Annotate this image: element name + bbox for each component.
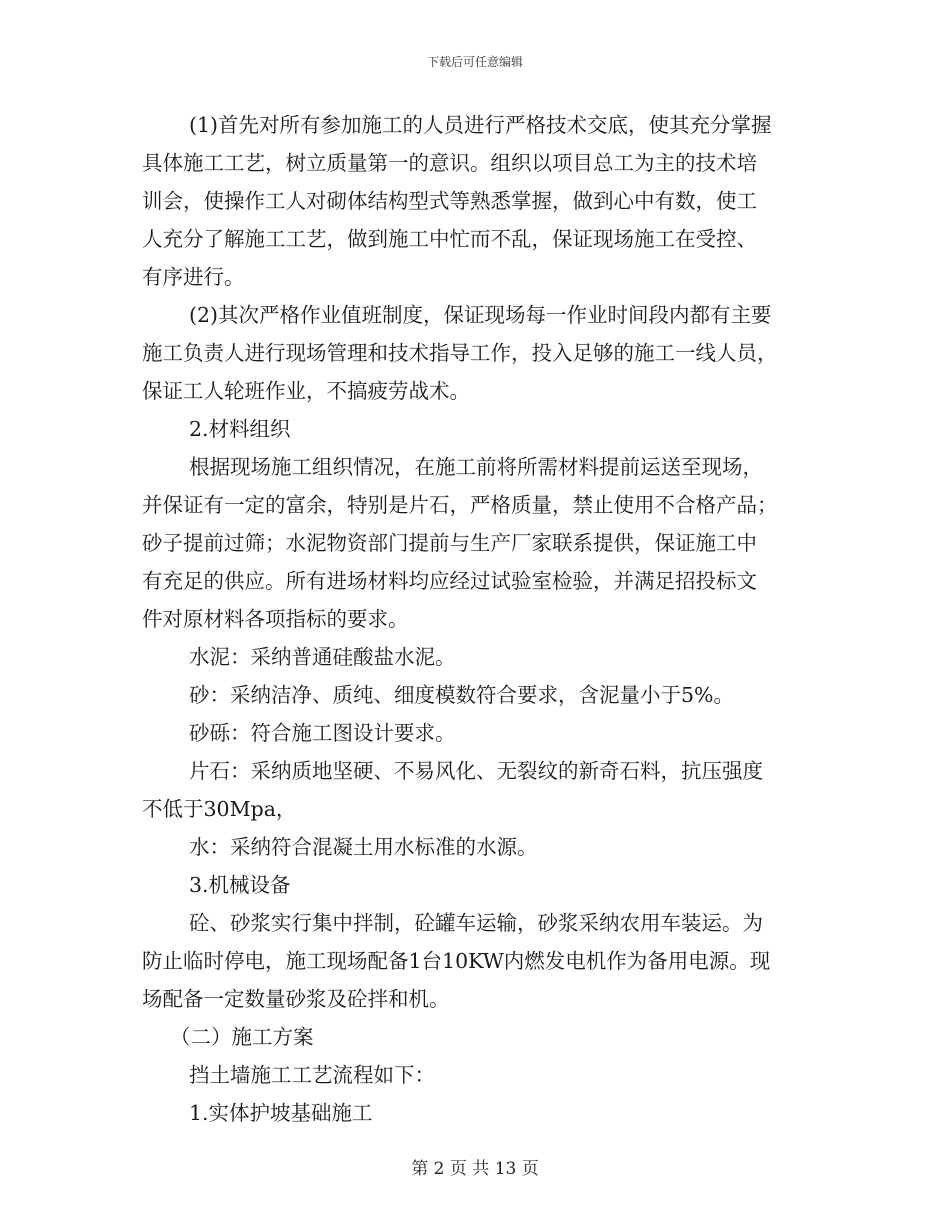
page-header: 下载后可任意编辑: [426, 55, 523, 69]
text-line: 2.材料组织: [189, 417, 291, 441]
text-line: 人充分了解施工工艺，做到施工中忙而不乱，保证现场施工在受控、: [142, 227, 757, 251]
text-line: (1)首先对所有参加施工的人员进行严格技术交底，使其充分掌握: [189, 113, 772, 137]
text-line: 并保证有一定的富余，特别是片石，严格质量，禁止使用不合格产品；: [142, 493, 778, 517]
text-line: 防止临时停电，施工现场配备1台10KW内燃发电机作为备用电源。现: [142, 949, 771, 973]
text-line: 保证工人轮班作业，不搞疲劳战术。: [142, 379, 470, 403]
text-line: 水：采纳符合混凝土用水标准的水源。: [189, 835, 538, 859]
document-body: [142, 106, 810, 1132]
text-line: 片石：采纳质地坚硬、不易风化、无裂纹的新奇石料，抗压强度: [189, 759, 763, 783]
text-line: 砂子提前过筛；水泥物资部门提前与生产厂家联系提供，保证施工中: [142, 531, 757, 555]
text-line: 有充足的供应。所有进场材料均应经过试验室检验，并满足招投标文: [142, 569, 757, 593]
text-line: 挡土墙施工工艺流程如下：: [189, 1063, 435, 1087]
text-line: 施工负责人进行现场管理和技术指导工作，投入足够的施工一线人员，: [142, 341, 778, 365]
text-line: 训会，使操作工人对砌体结构型式等熟悉掌握，做到心中有数，使工: [142, 189, 757, 213]
text-line: (2)其次严格作业值班制度，保证现场每一作业时间段内都有主要: [189, 303, 772, 327]
text-line: 有序进行。: [142, 265, 245, 289]
text-line: 砼、砂浆实行集中拌制，砼罐车运输，砂浆采纳农用车装运。为: [189, 911, 763, 935]
page-footer: 第 2 页 共 13 页: [411, 1159, 539, 1179]
text-line: 砂砾：符合施工图设计要求。: [189, 721, 456, 745]
text-line: 砂：采纳洁净、质纯、细度模数符合要求，含泥量小于5%。: [189, 683, 735, 707]
text-line: 具体施工工艺，树立质量第一的意识。组织以项目总工为主的技术培: [142, 151, 757, 175]
text-line: 1.实体护坡基础施工: [189, 1101, 373, 1125]
text-line: 场配备一定数量砂浆及砼拌和机。: [142, 987, 450, 1011]
text-line: 件对原材料各项指标的要求。: [142, 607, 409, 631]
text-line: 3.机械设备: [189, 873, 291, 897]
text-line: 不低于30Mpa，: [142, 797, 297, 821]
text-line: 水泥：采纳普通硅酸盐水泥。: [189, 645, 456, 669]
text-line: （二）施工方案: [170, 1025, 314, 1049]
text-line: 根据现场施工组织情况，在施工前将所需材料提前运送至现场，: [189, 455, 763, 479]
